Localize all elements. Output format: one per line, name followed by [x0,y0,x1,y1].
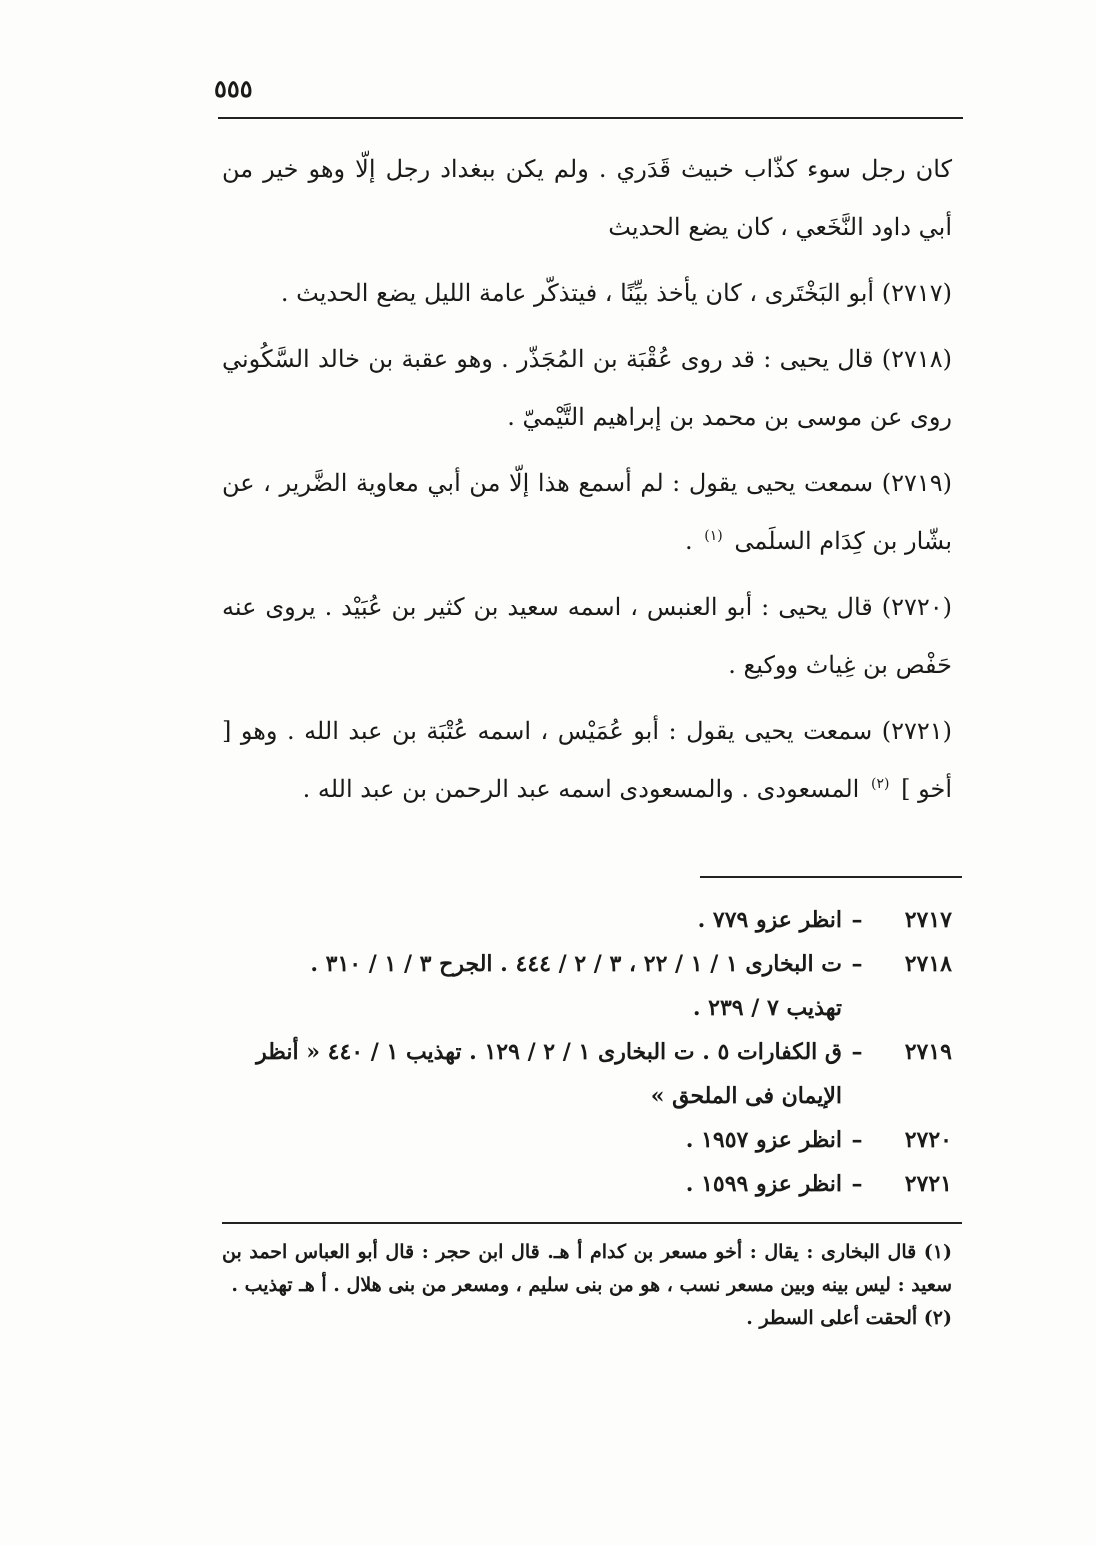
reference-number: ٢٧١٨ [904,951,952,977]
footnote-mark-2: (٢) [870,776,890,792]
reference-number [872,1074,952,1118]
entry-continuation: كان رجل سوء كذّاب خبيث قَدَري . ولم يكن ببغداد رجل إلّا وهو خير من أبي داود النَّخَعي ، كان يضع الحديث [222,155,952,241]
reference-row [222,1118,952,1162]
page-number: ٥٥٥ [214,74,253,103]
reference-dash: – [851,1039,863,1065]
reference-number: ٢٧١٩ [904,1039,952,1065]
entry-2717: (٢٧١٧) أبو البَخْتَرى ، كان يأخذ بيِّنًا ، فيتذكّر عامة الليل يضع الحديث . [280,279,952,307]
reference-text: انظر عزو ١٥٩٩ . [685,1171,842,1197]
reference-dash [842,986,872,1030]
reference-row [222,898,952,942]
entry-2721 [222,702,952,818]
entry-2721-text: (٢٧٢١) سمعت يحيى يقول : أبو عُمَيْس ، اسمه عُتْبَة بن عبد الله . وهو [ أخو ] [222,717,952,803]
reference-number: ٢٧١٧ [904,907,952,933]
references-list [222,898,952,1206]
reference-dash: – [851,1171,863,1197]
reference-text: انظر عزو ٧٧٩ . [697,907,842,933]
reference-number: ٢٧٢٠ [904,1127,952,1153]
reference-dash: – [851,951,863,977]
header-rule [218,117,963,119]
footnote-2: (٢) ألحقت أعلى السطر . [746,1307,952,1329]
entry-2719 [222,454,952,570]
reference-row [222,1030,952,1074]
reference-number: ٢٧٢١ [904,1171,952,1197]
reference-dash: – [851,907,863,933]
reference-dash: – [851,1127,863,1153]
reference-text: تهذيب ٧ / ٢٣٩ . [692,995,842,1021]
entry-2718: (٢٧١٨) قال يحيى : قد روى عُقْبَة بن المُجَذّر . وهو عقبة بن خالد السَّكُوني روى عن موسى بن محمد بن إبراهيم التَّيْميّ . [222,345,952,431]
footnote-1: (١) قال البخارى : يقال : أخو مسعر بن كدام أ هـ. قال ابن حجر : قال أبو العباس احمد بن سعيد : ليس بينه وبين مسعر نسب ، هو من بنى سليم ، ومسعر من بنى هلال . أ هـ تهذيب . [222,1241,952,1296]
reference-row [222,942,952,986]
footnotes [222,1236,952,1335]
footnote-mark-1: (١) [704,528,723,544]
footnote-rule [222,1222,962,1224]
reference-text: ق الكفارات ٥ . ت البخارى ١ / ٢ / ١٢٩ . تهذيب ١ / ٤٤٠ « أنظر [256,1039,842,1065]
reference-number [872,986,952,1030]
entry-2720: (٢٧٢٠) قال يحيى : أبو العنبس ، اسمه سعيد بن كثير بن عُبَيْد . يروى عنه حَفْص بن غِياث ووكيع . [222,593,952,679]
reference-dash [842,1074,872,1118]
main-text [222,140,952,826]
entry-2721-end: المسعودى . والمسعودى اسمه عبد الرحمن بن عبد الله . [302,775,860,803]
reference-row [222,1162,952,1206]
references-rule [700,876,962,878]
reference-text: ت البخارى ١ / ١ / ٢٢ ، ٣ / ٢ / ٤٤٤ . الجرح ٣ / ١ / ٣١٠ . [310,951,842,977]
reference-row-continuation [222,986,952,1030]
entry-2719-end: . [685,527,693,555]
entry-2719-text: (٢٧١٩) سمعت يحيى يقول : لم أسمع هذا إلّا من أبي معاوية الضَّرير ، عن بشّار بن كِدَام السلَمى [222,469,952,555]
reference-text: الإيمان فى الملحق » [650,1083,842,1109]
reference-text: انظر عزو ١٩٥٧ . [685,1127,842,1153]
reference-row-continuation [222,1074,952,1118]
